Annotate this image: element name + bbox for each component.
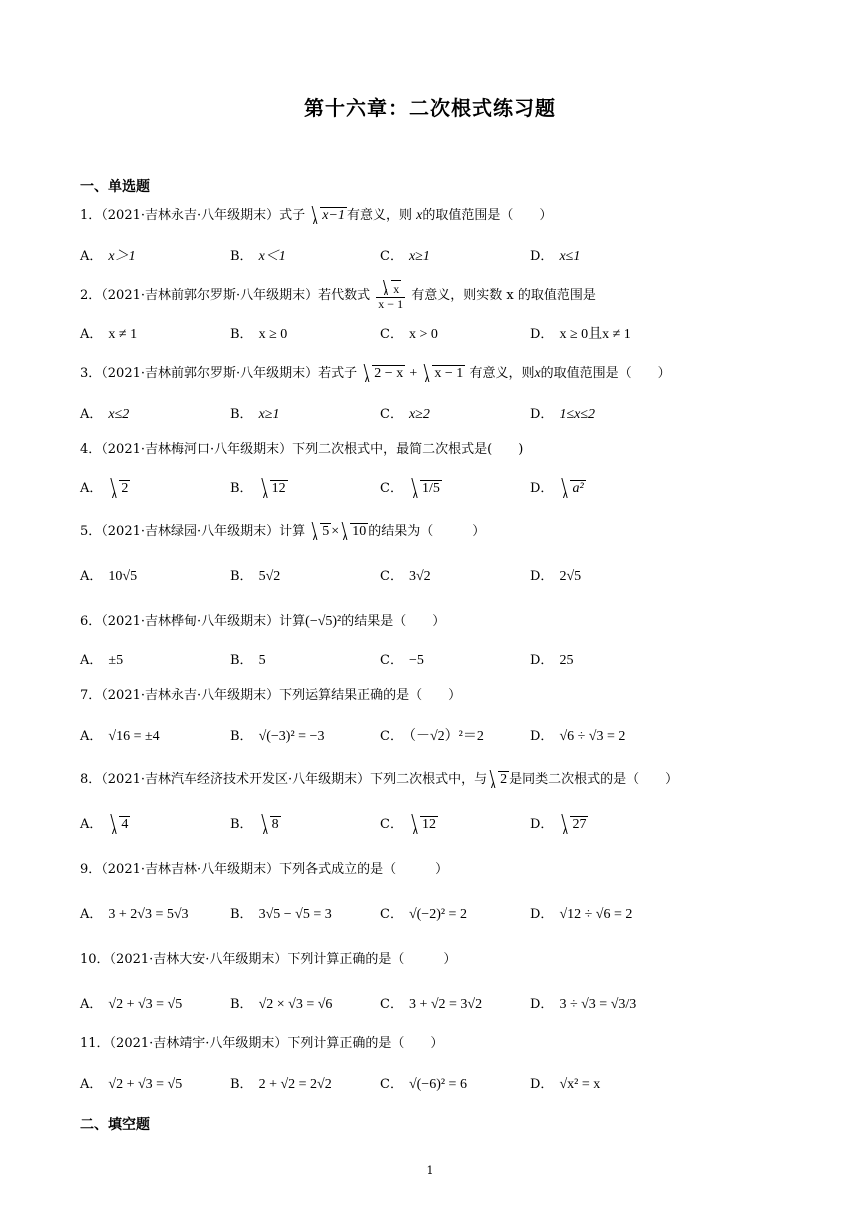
question-text: 的取值范围是（ ）	[422, 208, 553, 223]
option-b[interactable]	[230, 726, 324, 748]
radicand: 10	[352, 524, 367, 539]
question-source: （2021·吉林梅河口·八年级期末）	[101, 442, 293, 457]
option-a[interactable]	[80, 566, 137, 588]
option-label: A．	[80, 327, 103, 342]
option-value: 3 ÷ √3 = √3/3	[559, 997, 637, 1012]
radicand: a²	[572, 481, 584, 496]
fraction	[376, 280, 405, 311]
question-number: 6．	[80, 614, 102, 629]
option-label: A．	[80, 653, 103, 668]
option-d[interactable]	[530, 246, 580, 268]
question-source: （2021·吉林前郭尔罗斯·八年级期末）	[101, 288, 319, 303]
option-value: √2 × √3 = √6	[258, 997, 333, 1012]
option-c[interactable]	[380, 324, 438, 346]
radical	[109, 478, 130, 500]
option-label: D．	[530, 407, 554, 422]
section-heading-fill-in: 二、填空题	[80, 1117, 150, 1133]
option-c[interactable]	[380, 246, 430, 268]
option-value: √16 = ±4	[108, 729, 160, 744]
question-text: 下列计算正确的是（ ）	[287, 952, 457, 967]
question-source: （2021·吉林吉林·八年级期末）	[101, 862, 280, 877]
option-value: √2 + √3 = √5	[108, 1077, 183, 1092]
option-c[interactable]	[380, 904, 467, 926]
question-9	[80, 860, 800, 880]
option-label: A．	[80, 817, 103, 832]
option-value: √x² = x	[559, 1077, 601, 1092]
option-c[interactable]	[380, 1074, 467, 1096]
options-q4	[80, 478, 800, 508]
option-value: √12 ÷ √6 = 2	[559, 907, 633, 922]
option-label: D．	[530, 569, 554, 584]
question-text: 有意义，则实数 x 的取值范围是	[411, 288, 596, 303]
options-q9	[80, 904, 800, 928]
question-number: 11．	[80, 1036, 110, 1051]
option-label: A．	[80, 481, 103, 496]
question-number: 10．	[80, 952, 110, 967]
radical	[340, 522, 368, 542]
question-source: （2021·吉林汽车经济技术开发区·八年级期末）	[101, 772, 371, 787]
option-a[interactable]	[80, 404, 129, 426]
question-number: 3．	[80, 366, 102, 381]
option-b[interactable]	[230, 404, 279, 426]
option-label: D．	[530, 817, 554, 832]
radicand: 1/5	[421, 481, 440, 496]
question-text: 若式子	[318, 366, 358, 381]
option-c[interactable]	[380, 726, 484, 748]
option-label: A．	[80, 907, 103, 922]
radical	[410, 814, 438, 836]
question-10	[80, 950, 800, 970]
option-value: x＞1	[108, 249, 136, 264]
option-label: D．	[530, 249, 554, 264]
option-c[interactable]	[380, 404, 430, 426]
question-text: 的取值范围是（ ）	[540, 366, 671, 381]
option-label: C．	[380, 907, 403, 922]
option-value: 3√2	[408, 569, 431, 584]
option-value: 2 + √2 = 2√2	[258, 1077, 332, 1092]
option-a[interactable]	[80, 650, 123, 672]
radicand: 2 − x	[374, 366, 404, 381]
option-value: √(−6)² = 6	[408, 1077, 467, 1092]
variable: x	[534, 366, 541, 381]
denominator: x − 1	[378, 297, 404, 311]
operator: +	[409, 366, 418, 381]
radicand: 8	[271, 817, 279, 832]
option-label: C．	[380, 1077, 403, 1092]
option-label: B．	[230, 907, 253, 922]
question-text: 下列二次根式中，与	[370, 772, 488, 787]
option-value: 2√5	[559, 569, 582, 584]
option-a[interactable]	[80, 994, 182, 1016]
options-q7	[80, 726, 800, 750]
options-q3	[80, 404, 800, 428]
option-label: D．	[530, 907, 554, 922]
option-b[interactable]	[230, 478, 288, 500]
option-d[interactable]	[530, 726, 625, 748]
question-6	[80, 612, 800, 632]
options-q6	[80, 650, 800, 674]
radical	[362, 364, 405, 384]
option-a[interactable]	[80, 814, 130, 836]
option-label: C．	[380, 249, 403, 264]
option-label: A．	[80, 249, 103, 264]
question-source: （2021·吉林永吉·八年级期末）	[101, 208, 280, 223]
question-number: 4．	[80, 442, 102, 457]
option-label: D．	[530, 481, 554, 496]
question-5	[80, 522, 800, 542]
option-a[interactable]	[80, 904, 189, 926]
option-label: C．	[380, 653, 403, 668]
radicand: 12	[421, 817, 436, 832]
option-label: C．	[380, 569, 403, 584]
option-c[interactable]	[380, 650, 424, 672]
radical	[488, 770, 509, 790]
question-source: （2021·吉林大安·八年级期末）	[109, 952, 288, 967]
option-value: √2 + √3 = √5	[108, 997, 183, 1012]
option-a[interactable]	[80, 478, 130, 500]
option-label: B．	[230, 729, 253, 744]
option-label: B．	[230, 569, 253, 584]
question-7	[80, 686, 800, 706]
radical	[560, 478, 585, 500]
option-value: √6 ÷ √3 = 2	[559, 729, 626, 744]
option-label: C．	[380, 729, 403, 744]
option-c[interactable]	[380, 566, 431, 588]
radicand: x − 1	[434, 366, 464, 381]
option-label: D．	[530, 653, 554, 668]
option-a[interactable]	[80, 726, 160, 748]
option-b[interactable]	[230, 650, 266, 672]
option-label: C．	[380, 997, 403, 1012]
option-value: x ≥ 0	[258, 327, 288, 342]
option-c[interactable]	[380, 994, 482, 1016]
option-label: A．	[80, 1077, 103, 1092]
radical	[560, 814, 588, 836]
options-q2	[80, 324, 800, 348]
option-label: A．	[80, 569, 103, 584]
radical	[310, 206, 347, 226]
option-value: 3√5 − √5 = 3	[258, 907, 332, 922]
option-value: （－√2）²＝2	[408, 729, 484, 744]
option-value: 5√2	[258, 569, 281, 584]
option-d[interactable]	[530, 404, 595, 426]
option-label: C．	[380, 327, 403, 342]
radicand: 5	[322, 524, 330, 539]
option-value: 3 + √2 = 3√2	[408, 997, 483, 1012]
option-b[interactable]	[230, 566, 280, 588]
option-b[interactable]	[230, 994, 332, 1016]
option-d[interactable]	[530, 650, 573, 672]
option-d[interactable]	[530, 566, 581, 588]
radicand: 12	[271, 481, 286, 496]
question-number: 9．	[80, 862, 102, 877]
option-label: B．	[230, 817, 253, 832]
option-d[interactable]	[530, 994, 636, 1016]
option-a[interactable]	[80, 246, 136, 268]
option-b[interactable]	[230, 1074, 332, 1096]
option-label: B．	[230, 1077, 253, 1092]
option-value: x≤1	[559, 249, 581, 264]
question-text: 下列二次根式中，最简二次根式是( )	[292, 442, 524, 457]
radicand: 4	[121, 817, 129, 832]
question-number: 1．	[80, 208, 102, 223]
options-q10	[80, 994, 800, 1018]
question-text: 式子	[279, 208, 306, 223]
option-value: x ≠ 1	[108, 327, 138, 342]
question-source: （2021·吉林永吉·八年级期末）	[101, 688, 280, 703]
radicand: x	[393, 282, 400, 296]
option-label: C．	[380, 817, 403, 832]
option-value: x > 0	[408, 327, 438, 342]
option-value: √(−3)² = −3	[258, 729, 325, 744]
option-value: ±5	[108, 653, 124, 668]
option-c[interactable]	[380, 814, 438, 836]
option-label: A．	[80, 997, 103, 1012]
options-q8	[80, 814, 800, 838]
question-text: 下列各式成立的是（ ）	[279, 862, 449, 877]
question-text: 下列计算正确的是（ ）	[287, 1036, 444, 1051]
question-2	[80, 280, 800, 311]
option-label: B．	[230, 653, 253, 668]
question-text: 若代数式	[318, 288, 371, 303]
question-text: 下列运算结果正确的是（ ）	[279, 688, 462, 703]
radicand: 2	[121, 481, 129, 496]
option-d[interactable]	[530, 324, 631, 346]
question-source: （2021·吉林绿园·八年级期末）	[101, 524, 280, 539]
option-value: 5	[258, 653, 266, 668]
operator: ×	[331, 524, 340, 539]
radical	[109, 814, 130, 836]
options-q11	[80, 1074, 800, 1098]
question-3	[80, 364, 800, 384]
radical	[381, 280, 401, 297]
radical	[422, 364, 465, 384]
options-q1	[80, 246, 800, 270]
option-label: D．	[530, 997, 554, 1012]
radical	[410, 478, 442, 500]
option-b[interactable]	[230, 324, 287, 346]
question-source: （2021·吉林前郭尔罗斯·八年级期末）	[101, 366, 319, 381]
question-8	[80, 770, 800, 790]
question-text: 计算	[279, 614, 306, 629]
option-label: B．	[230, 481, 253, 496]
option-d[interactable]	[530, 478, 586, 500]
question-text: 计算	[279, 524, 306, 539]
radicand: 27	[572, 817, 587, 832]
question-source: （2021·吉林靖宇·八年级期末）	[109, 1036, 288, 1051]
option-label: D．	[530, 1077, 554, 1092]
variable: x	[416, 208, 423, 223]
option-label: B．	[230, 997, 253, 1012]
question-4	[80, 440, 800, 460]
option-value: √(−2)² = 2	[408, 907, 467, 922]
option-label: D．	[530, 327, 554, 342]
option-value: x≥1	[258, 407, 280, 422]
question-number: 5．	[80, 524, 102, 539]
question-text: 有意义，则	[469, 366, 535, 381]
question-text: 是同类二次根式的是（ ）	[509, 772, 679, 787]
question-text: 的结果为（ ）	[368, 524, 486, 539]
option-a[interactable]	[80, 1074, 182, 1096]
option-d[interactable]	[530, 1074, 600, 1096]
option-value: x≥1	[408, 249, 430, 264]
option-b[interactable]	[230, 246, 286, 268]
question-text: 有意义，则	[346, 208, 412, 223]
option-label: C．	[380, 481, 403, 496]
radical	[260, 814, 281, 836]
option-label: B．	[230, 327, 253, 342]
page-title: 第十六章：二次根式练习题	[304, 96, 556, 120]
question-text: 的结果是（ ）	[341, 614, 446, 629]
option-value: −5	[408, 653, 424, 668]
question-number: 8．	[80, 772, 102, 787]
question-source: （2021·吉林桦甸·八年级期末）	[101, 614, 280, 629]
option-value: x＜1	[258, 249, 286, 264]
option-label: C．	[380, 407, 403, 422]
option-value: 25	[559, 653, 574, 668]
option-label: D．	[530, 729, 554, 744]
options-q5	[80, 566, 800, 590]
option-value: x≤2	[108, 407, 130, 422]
option-value: x ≥ 0且x ≠ 1	[559, 327, 631, 342]
question-1	[80, 206, 800, 226]
option-value: 1≤x≤2	[559, 407, 596, 422]
page-number: 1	[426, 1164, 434, 1177]
radical	[260, 478, 288, 500]
option-label: B．	[230, 407, 253, 422]
question-number: 2．	[80, 288, 102, 303]
option-value: 10√5	[108, 569, 138, 584]
option-b[interactable]	[230, 904, 332, 926]
option-value: 3 + 2√3 = 5√3	[108, 907, 189, 922]
option-c[interactable]	[380, 478, 442, 500]
option-label: A．	[80, 729, 103, 744]
radicand: 2	[500, 772, 508, 787]
option-b[interactable]	[230, 814, 281, 836]
radical	[310, 522, 331, 542]
option-label: B．	[230, 249, 253, 264]
section-heading-single-choice: 一、单选题	[80, 179, 150, 195]
question-number: 7．	[80, 688, 102, 703]
option-label: A．	[80, 407, 103, 422]
expression: (−√5)²	[305, 614, 342, 629]
option-d[interactable]	[530, 814, 588, 836]
option-value: x≥2	[408, 407, 430, 422]
radicand: x−1	[322, 208, 345, 223]
option-a[interactable]	[80, 324, 137, 346]
question-11	[80, 1034, 800, 1054]
option-d[interactable]	[530, 904, 632, 926]
